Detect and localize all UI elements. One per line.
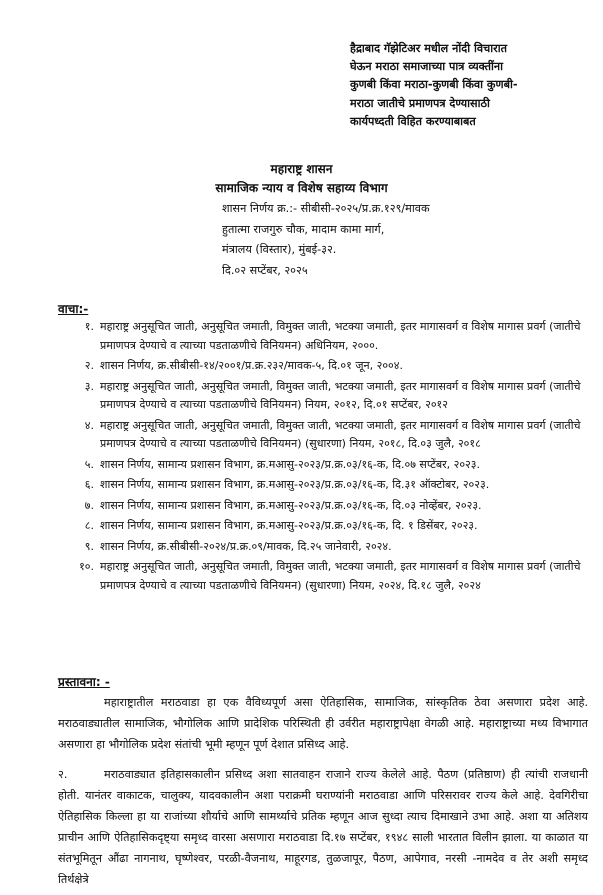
list-item-number: ४.	[84, 418, 94, 432]
address-line: मंत्रालय (विस्तार), मुंबई-३२.	[222, 243, 337, 256]
subject-line: मराठा जातीचे प्रमाणपत्र देण्यासाठी	[350, 96, 490, 110]
list-item-number: ९.	[84, 539, 94, 553]
list-item-number: २.	[84, 359, 94, 372]
list-item-text: शासन निर्णय, क्र.सीबीसी-१४/२००१/प्र.क्र.२३२/मावक-५, दि.०१ जून, २००४.	[100, 359, 403, 372]
list-item-text: महाराष्ट्र अनुसूचित जाती, अनुसूचित जमाती, विमुक्त जाती, भटक्या जमाती, इतर मागासवर्ग व विशेष मागास प्रवर्ग (जातीचे प्रमाणपत्र देण्याचे व त्याच्या पडताळणीचे विनियमन) अधिनियम, २०००.	[100, 320, 581, 352]
list-item-text: शासन निर्णय, सामान्य प्रशासन विभाग, क्र.मआसु-२०२३/प्र.क्र.०३/१६-क, दि. १ डिसेंबर, २०२३.	[100, 519, 478, 532]
list-item-text: शासन निर्णय, क्र.सीबीसी-२०२४/प्र.क्र.०९/मावक, दि.२५ जानेवारी, २०२४.	[100, 539, 392, 553]
list-item	[58, 456, 588, 475]
list-item	[58, 476, 588, 495]
preamble-paragraph	[58, 764, 588, 890]
preamble-paragraph	[58, 692, 588, 755]
list-item	[58, 318, 588, 355]
list-item-text: महाराष्ट्र अनुसूचित जाती, अनुसूचित जमाती, विमुक्त जाती, भटक्या जमाती, इतर मागासवर्ग व विशेष मागास प्रवर्ग (जातीचे प्रमाणपत्र देण्याचे व त्याच्या पडताळणीचे विनियमन) नियम, २०१२, दि.०१ सप्टेंबर, २०१२	[100, 379, 581, 411]
list-item	[58, 417, 588, 454]
list-item-text: महाराष्ट्र अनुसूचित जाती, अनुसूचित जमाती, विमुक्त जाती, भटक्या जमाती, इतर मागासवर्ग व विशेष मागास प्रवर्ग (जातीचे प्रमाणपत्र देण्याचे व त्याच्या पडताळणीचे विनियमन) (सुधारणा) नियम, २०१८, दि.०३ जुलै, २०१८	[100, 418, 581, 450]
department-name: सामाजिक न्याय व विशेष सहाय्य विभाग	[215, 181, 388, 195]
list-item-number: ८.	[84, 519, 94, 532]
paragraph-text: मराठवाड्यात इतिहासकालीन प्रसिध्द अशा सातवाहन राजाने राज्य केलेले आहे. पैठण (प्रतिष्ठाण) ही त्यांची राजधानी होती. यानंतर वाकाटक, चालुक्य, यादवकालीन अशा पराक्रमी घराण्यांनी मराठवाडा आणि परिसरावर राज्य केले आहे. देवगिरीचा ऐतिहासिक किल्ला हा या राजांच्या शौर्याचे आणि सामर्थ्याचे प्रतिक म्हणून आज सुध्दा त्याच दिमाखाने उभा आहे. अशा या अतिशय प्राचीन आणि ऐतिहासिकदृष्ट्या समृध्द वारसा असणारा मराठवाडा दि.१७ सप्टेंबर, १९४८ साली भारतात विलीन झाला. या काळात या संतभूमितून औंढा नागनाथ, घृष्णेश्वर, परळी-वैजनाथ, माहूरगड, तुळजापूर, पैठण, आपेगाव, नरसी -नामदेव व तेर अशी समृध्द तिर्थक्षेत्रे	[58, 768, 588, 886]
preamble-heading: प्रस्तावना: -	[58, 675, 110, 689]
list-item	[58, 538, 588, 557]
paragraph-number: २.	[58, 768, 68, 781]
paragraph-text: महाराष्ट्रातील मराठवाडा हा एक वैविध्यपूर्ण असा ऐतिहासिक, सामाजिक, सांस्कृतिक ठेवा असणारा प्रदेश आहे. मराठवाड्यातील सामाजिक, भौगोलिक आणि प्रादेशिक परिस्थिती ही उर्वरीत महाराष्ट्रापेक्षा वेगळी आहे. महाराष्ट्राच्या मध्य विभागात असणारा हा भौगोलिक प्रदेश संतांची भूमी म्हणून पूर्ण देशात प्रसिध्द आहे.	[58, 696, 588, 751]
government-name: महाराष्ट्र शासन	[270, 162, 333, 176]
list-item-number: ३.	[84, 379, 94, 393]
subject-block	[350, 40, 582, 131]
list-item-text: महाराष्ट्र अनुसूचित जाती, अनुसूचित जमाती, विमुक्त जाती, भटक्या जमाती, इतर मागासवर्ग व विशेष मागास प्रवर्ग (जातीचे प्रमाणपत्र देण्याचे व त्याच्या पडताळणीचे विनियमन) (सुधारणा) नियम, २०२४, दि.१८ जुलै, २०२४	[100, 560, 581, 592]
references-heading: वाचा:-	[58, 302, 89, 316]
list-item-text: शासन निर्णय, सामान्य प्रशासन विभाग, क्र.मआसु-२०२३/प्र.क्र.०३/१६-क, दि.३१ ऑक्टोबर, २०२३.	[100, 478, 490, 491]
list-item-number: १.	[84, 320, 94, 333]
address-line: हुतात्मा राजगुरु चौक, मादाम कामा मार्ग,	[222, 222, 385, 236]
list-item	[58, 357, 588, 376]
list-item-number: १०.	[79, 560, 94, 573]
list-item-number: ६.	[84, 478, 94, 491]
list-item-text: शासन निर्णय, सामान्य प्रशासन विभाग, क्र.मआसु-२०२३/प्र.क्र.०३/१६-क, दि.०३ नोव्हेंबर, २०२३.	[100, 498, 482, 512]
references-list	[58, 318, 588, 597]
subject-line: कुणबी किंवा मराठा-कुणबी किंवा कुणबी-	[350, 78, 518, 92]
list-item	[58, 378, 588, 415]
resolution-number: शासन निर्णय क्र.:- सीबीसी-२०२५/प्र.क्र.१२९/मावक	[222, 202, 430, 215]
resolution-date: दि.०२ सप्टेंबर, २०२५	[222, 263, 308, 277]
list-item-number: ५.	[84, 457, 94, 471]
resolution-meta	[222, 199, 430, 281]
list-item	[58, 497, 588, 516]
list-item	[58, 517, 588, 536]
subject-line: कार्यपध्दती विहित करण्याबाबत	[350, 114, 476, 128]
list-item-number: ७.	[84, 498, 94, 512]
list-item	[58, 558, 588, 595]
subject-line: घेऊन मराठा समाजाच्या पात्र व्यक्तींना	[350, 60, 504, 74]
list-item-text: शासन निर्णय, सामान्य प्रशासन विभाग, क्र.मआसु-२०२३/प्र.क्र.०३/१६-क, दि.०७ सप्टेंबर, २०२३.	[100, 457, 480, 471]
document-header	[0, 160, 603, 198]
subject-line: हैद्राबाद गॅझेटिअर मधील नोंदी विचारात	[350, 42, 507, 55]
